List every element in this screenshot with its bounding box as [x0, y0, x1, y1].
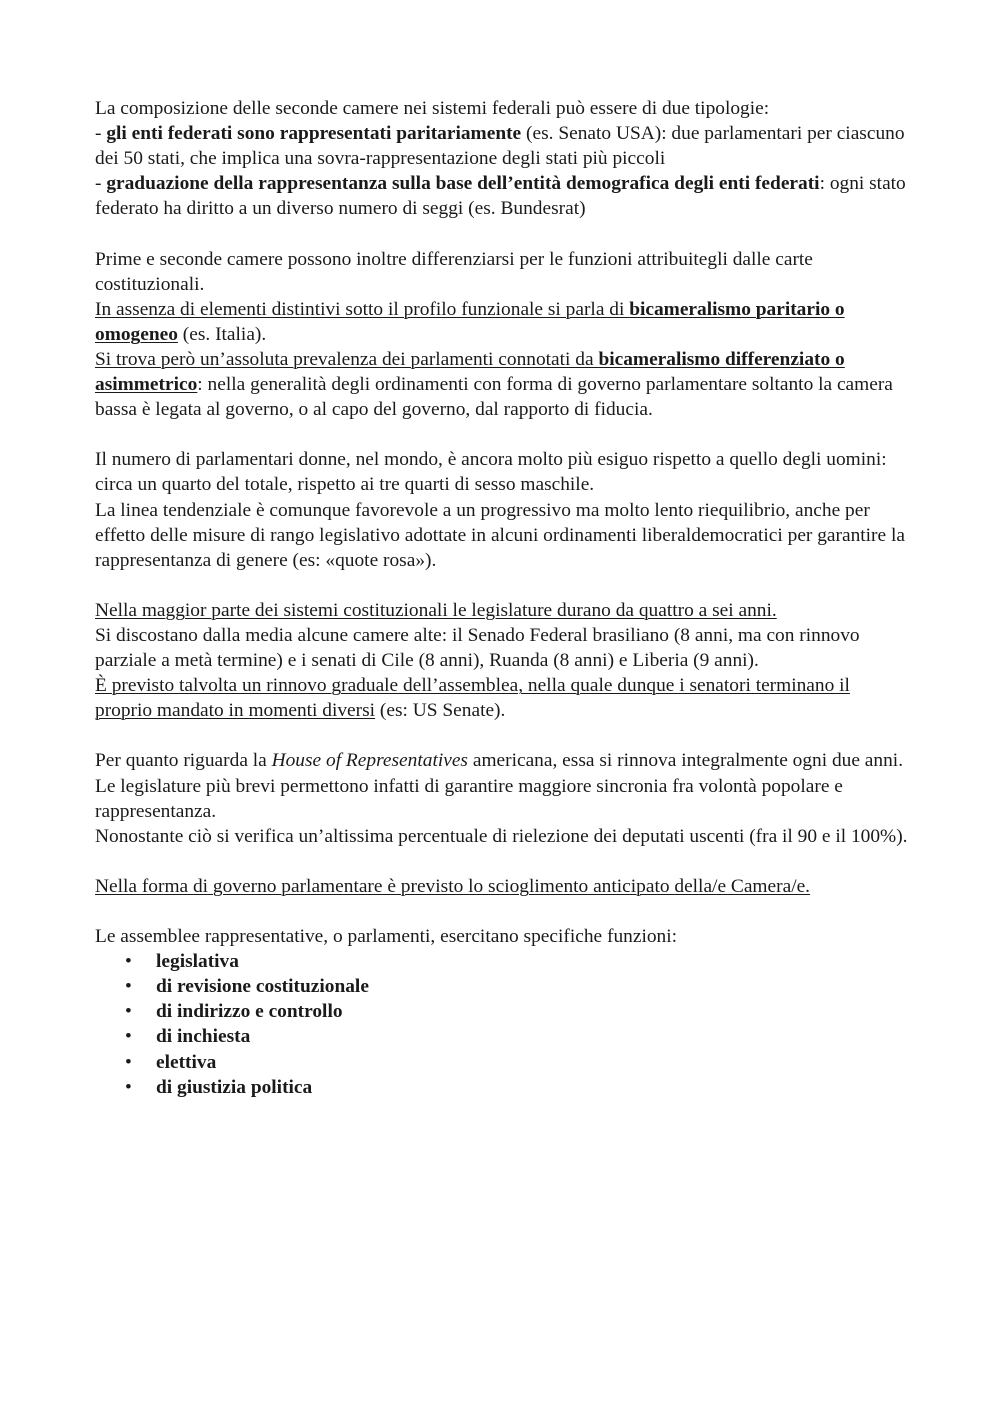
underlined-text: Si trova però un’assoluta prevalenza dei parlamenti connotati da [95, 348, 599, 370]
bullet-icon: • [125, 1001, 132, 1023]
function-label: di inchiesta [156, 1026, 251, 1048]
bullet-icon: • [125, 951, 132, 973]
function-label: legislativa [156, 951, 239, 973]
list-dash: - [95, 123, 107, 145]
bullet-icon: • [125, 1051, 132, 1073]
underlined-text: Nella maggior parte dei sistemi costituzionali le legislature durano da quattro a sei anni. [95, 599, 777, 621]
body-text: (es: US Senate). [375, 700, 506, 722]
body-text: Per quanto riguarda la [95, 750, 272, 772]
body-text: : ogni stato federato ha diritto a un diverso numero di seggi (es. Bundesrat) [95, 173, 906, 220]
paragraph-dissolution [95, 874, 910, 899]
bold-underlined-term: bicameralismo differenziato o asimmetrico [95, 348, 845, 396]
document-page [95, 96, 910, 1100]
list-item [95, 1075, 910, 1100]
body-text: Le legislature più brevi permettono infatti di garantire maggiore sincronia fra volontà popolare e rappresentanza. [95, 775, 843, 822]
paragraph-legislature-duration [95, 598, 910, 723]
body-text: Il numero di parlamentari donne, nel mondo, è ancora molto più esiguo rispetto a quello degli uomini: circa un quarto del totale, rispetto ai tre quarti di sesso maschile. [95, 449, 887, 496]
body-text: Prime e seconde camere possono inoltre differenziarsi per le funzioni attribuitegli dalle carte costituzionali. [95, 248, 813, 295]
bullet-icon: • [125, 1026, 132, 1048]
function-label: di revisione costituzionale [156, 976, 369, 998]
list-item [95, 1024, 910, 1049]
bold-term: gli enti federati sono rappresentati paritariamente [106, 123, 522, 145]
body-text: La linea tendenziale è comunque favorevole a un progressivo ma molto lento riequilibrio, anche per effetto delle misure di rango legislativo adottate in alcuni ordinamenti liberaldemocratici per garantire la rappresentanza di genere (es: «quote rosa»). [95, 499, 905, 571]
function-label: di indirizzo e controllo [156, 1001, 343, 1023]
body-text: (es. Senato USA): due parlamentari per ciascuno dei 50 stati, che implica una sovra-rappresentazione degli stati più piccoli [95, 123, 905, 170]
function-label: elettiva [156, 1051, 217, 1073]
paragraph-gap [95, 723, 910, 748]
underlined-text: È previsto talvolta un rinnovo graduale dell’assemblea, nella quale dunque i senatori terminano il proprio mandato in momenti diversi [95, 675, 850, 722]
body-text: Nonostante ciò si verifica un’altissima percentuale di rielezione dei deputati uscenti (fra il 90 e il 100%). [95, 825, 908, 847]
intro-text: La composizione delle seconde camere nei sistemi federali può essere di due tipologie: [95, 98, 770, 119]
list-item [95, 974, 910, 999]
paragraph-gap [95, 899, 910, 924]
paragraph-women-representation [95, 447, 910, 572]
italic-term: House of Representatives [271, 750, 468, 772]
body-text: Si discostano dalla media alcune camere alte: il Senado Federal brasiliano (8 anni, ma con rinnovo parziale a metà termine) e i senati di Cile (8 anni), Ruanda (8 anni) e Liberia (9 anni). [95, 624, 860, 672]
paragraph-federal-chambers [95, 96, 910, 221]
list-item [95, 999, 910, 1024]
paragraph-gap [95, 849, 910, 874]
body-text: americana, essa si rinnova integralmente ogni due anni. [467, 750, 904, 772]
body-text: (es. Italia). [177, 323, 267, 345]
functions-list [95, 949, 910, 1100]
underlined-text: In assenza di elementi distintivi sotto il profilo funzionale si parla di [95, 298, 630, 320]
paragraph-gap [95, 221, 910, 246]
list-item [95, 1050, 910, 1075]
paragraph-bicameralism [95, 247, 910, 423]
paragraph-gap [95, 573, 910, 598]
list-dash: - [95, 173, 107, 195]
bullet-icon: • [125, 1076, 132, 1098]
bullet-icon: • [125, 976, 132, 998]
bold-underlined-term: bicameralismo paritario o omogeneo [95, 298, 845, 345]
paragraph-gap [95, 422, 910, 447]
underlined-text: Nella forma di governo parlamentare è previsto lo scioglimento anticipato della/e Camera/e. [95, 875, 811, 897]
paragraph-functions-intro: Le assemblee rappresentative, o parlamenti, esercitano specifiche funzioni: [95, 926, 678, 948]
paragraph-house-of-representatives [95, 748, 910, 848]
list-item [95, 949, 910, 974]
function-label: di giustizia politica [156, 1076, 313, 1098]
body-text: : nella generalità degli ordinamenti con forma di governo parlamentare soltanto la camera bassa è legata al governo, o al capo del governo, dal rapporto di fiducia. [95, 374, 893, 421]
bold-term: graduazione della rappresentanza sulla base dell’entità demografica degli enti federati [106, 173, 820, 195]
